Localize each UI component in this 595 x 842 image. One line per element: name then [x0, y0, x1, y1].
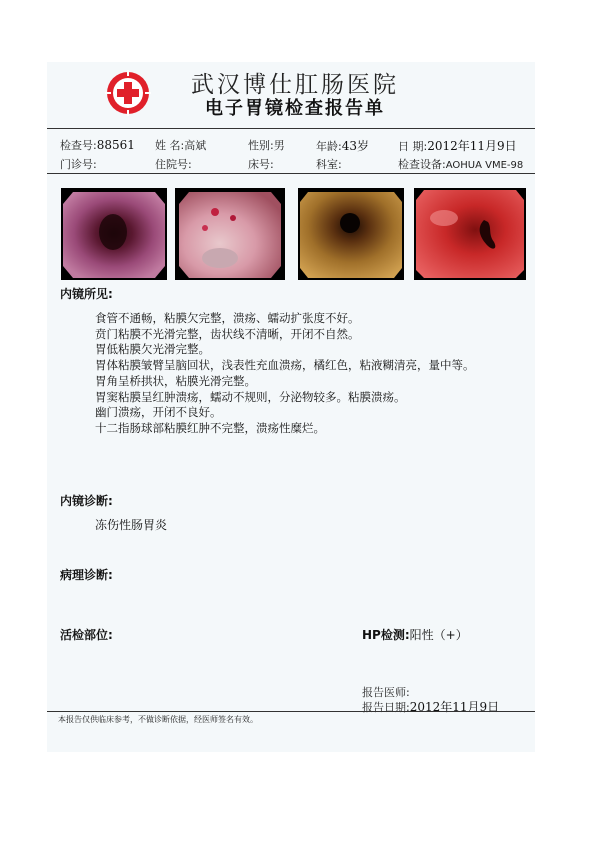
findings-line: 胃窦粘膜呈红肿溃疡，蠕动不规则，分泌物较多。粘膜溃疡。	[95, 389, 406, 404]
patient-sex: 性别:男	[248, 139, 285, 152]
outpatient-number: 门诊号:	[60, 158, 97, 171]
hospital-name: 武汉博仕肛肠医院	[191, 72, 399, 98]
findings-line: 幽门溃疡，开闭不良好。	[95, 405, 222, 420]
findings-line: 十二指肠球部粘膜红肿不完整，溃疡性糜烂。	[95, 420, 325, 435]
exam-device: 检查设备:AOHUA VME-98	[398, 158, 524, 171]
divider-top	[47, 128, 535, 129]
footer-note: 本报告仅供临床参考，不做诊断依据，经医师签名有效。	[58, 715, 258, 724]
findings-line: 胃角呈桥拱状，粘膜光滑完整。	[95, 373, 256, 388]
biopsy-label: 活检部位:	[60, 628, 113, 642]
endoscopy-image-duodenum	[414, 188, 526, 280]
findings-line: 食管不通畅，粘膜欠完整，溃疡、蠕动扩张度不好。	[95, 311, 360, 325]
divider-info	[47, 173, 535, 174]
exam-date: 日 期:2012年11月9日	[398, 139, 517, 153]
findings-line: 贲门粘膜不光滑完整，齿状线不清晰，开闭不自然。	[95, 326, 360, 341]
report-title: 电子胃镜检查报告单	[205, 98, 385, 119]
hp-test: HP检测:阳性（+）	[362, 628, 468, 642]
department: 科室:	[316, 158, 342, 171]
report-date: 报告日期:2012年11月9日	[362, 700, 500, 714]
endoscopy-image-pylorus	[298, 188, 404, 280]
findings-line: 胃低粘膜欠光滑完整。	[95, 342, 210, 357]
diagnosis-text: 冻伤性肠胃炎	[95, 518, 168, 532]
patient-name: 姓 名:高斌	[155, 139, 207, 152]
exam-number: 检查号:88561	[60, 138, 135, 152]
endoscopy-image-cardia	[175, 188, 285, 280]
report-doctor: 报告医师:	[362, 686, 410, 699]
findings-line: 胃体粘膜皱臂呈脑回状，浅表性充血溃疡，橘红色，粘液糊清亮，量中等。	[95, 358, 475, 373]
pathology-label: 病理诊断:	[60, 568, 113, 582]
findings-label: 内镜所见:	[60, 287, 113, 301]
bed-number: 床号:	[248, 158, 274, 171]
divider-footer	[47, 711, 535, 712]
findings-text	[95, 311, 475, 437]
endoscopy-image-esophagus	[61, 188, 167, 280]
diagnosis-label: 内镜诊断:	[60, 494, 113, 508]
inpatient-number: 住院号:	[155, 158, 192, 171]
red-cross-icon	[105, 70, 151, 116]
patient-age: 年龄:43岁	[316, 139, 369, 153]
